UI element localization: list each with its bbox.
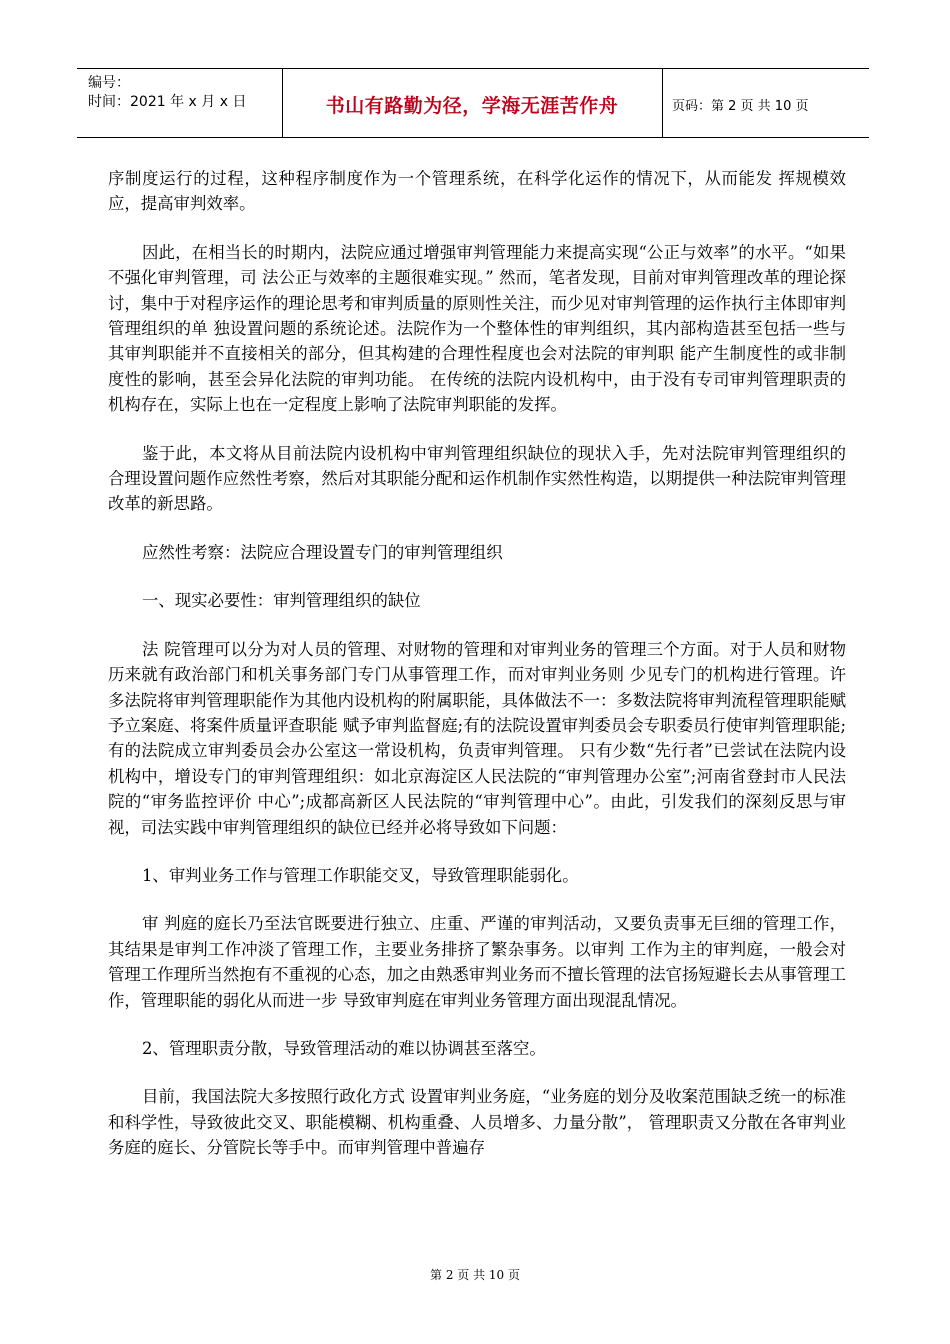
header-motto: 书山有路勤为径，学海无涯苦作舟 xyxy=(325,95,619,117)
paragraph: 因此，在相当长的时期内，法院应通过增强审判管理能力来提高实现“公正与效率”的水平。“如果不强化审判管理，司 法公正与效率的主题很难实现。” 然而，笔者发现，目前对审判管理改革的理论探讨，集中于对程序运作的理论思考和审判质量的原则性关注，而少见对审判管理的运作执行主体即审判管理组织的单 独设置问题的系统论述。法院作为一个整体性的审判组织，其内部构造甚至包括一些与其审判职能并不直接相关的部分，但其构建的合理性程度也会对法院的审判职 能产生制度性的或非制度性的影响，甚至会异化法院的审判功能。 在传统的法院内设机构中，由于没有专司审判管理职责的机构存在，实际上也在一定程度上影响了法院审判职能的发挥。 xyxy=(108,242,846,415)
header-page-info: 页码：第 2 页 共 10 页 xyxy=(672,99,809,114)
document-date: 时间：2021 年 x 月 x 日 xyxy=(88,94,247,110)
section-heading: 应然性考察：法院应合理设置专门的审判管理组织 xyxy=(142,542,503,562)
paragraph: 目前，我国法院大多按照行政化方式 设置审判业务庭，“业务庭的划分及收案范围缺乏统一的标准和科学性，导致彼此交叉、职能模糊、机构重叠、人员增多、力量分散”， 管理职责又分散在各审判业务庭的庭长、分管院长等手中。而审判管理中普遍存 xyxy=(108,1087,846,1158)
header-info-cell xyxy=(77,69,283,137)
paragraph: 序制度运行的过程，这种程序制度作为一个管理系统，在科学化运作的情况下，从而能发 挥规模效应，提高审判效率。 xyxy=(108,169,846,214)
point-heading: 2、管理职责分散，导致管理活动的难以协调甚至落空。 xyxy=(142,1038,546,1058)
point-heading: 1、审判业务工作与管理工作职能交叉，导致管理职能弱化。 xyxy=(142,865,579,885)
paragraph: 鉴于此，本文将从目前法院内设机构中审判管理组织缺位的现状入手，先对法院审判管理组织的合理设置问题作应然性考察，然后对其职能分配和运作机制作实然性构造，以期提供一种法院审判管理改革的新思路。 xyxy=(108,443,846,514)
document-body xyxy=(108,166,846,1184)
page-footer: 第 2 页 共 10 页 xyxy=(430,1268,520,1282)
subsection-heading: 一、现实必要性：审判管理组织的缺位 xyxy=(142,591,421,611)
paragraph: 法 院管理可以分为对人员的管理、对财物的管理和对审判业务的管理三个方面。对于人员和财物历来就有政治部门和机关事务部门专门从事管理工作，而对审判业务则 少见专门的机构进行管理。许多法院将审判管理职能作为其他内设机构的附属职能，具体做法不一：多数法院将审判流程管理职能赋予立案庭、将案件质量评查职能 赋予审判监督庭;有的法院设置审判委员会专职委员行使审判管理职能; 有的法院成立审判委员会办公室这一常设机构，负责审判管理。 只有少数“先行者”已尝试在法院内设机构中，增设专门的审判管理组织：如北京海淀区人民法院的“审判管理办公室”;河南省登封市人民法院的“审务监控评价 中心”;成都高新区人民法院的“审判管理中心”。由此，引发我们的深刻反思与审视，司法实践中审判管理组织的缺位已经并必将导致如下问题： xyxy=(108,639,846,837)
header-motto-cell xyxy=(282,69,663,137)
page-header xyxy=(77,68,869,138)
paragraph: 审 判庭的庭长乃至法官既要进行独立、庄重、严谨的审判活动，又要负责事无巨细的管理工作，其结果是审判工作冲淡了管理工作，主要业务排挤了繁杂事务。以审判 工作为主的审判庭，一般会对管理工作理所当然抱有不重视的心态，加之由熟悉审判业务而不擅长管理的法官扬短避长去从事管理工作，管理职能的弱化从而进一步 导致审判庭在审判业务管理方面出现混乱情况。 xyxy=(108,914,846,1010)
document-number-label: 编号： xyxy=(88,75,130,91)
header-page-cell xyxy=(662,69,869,137)
